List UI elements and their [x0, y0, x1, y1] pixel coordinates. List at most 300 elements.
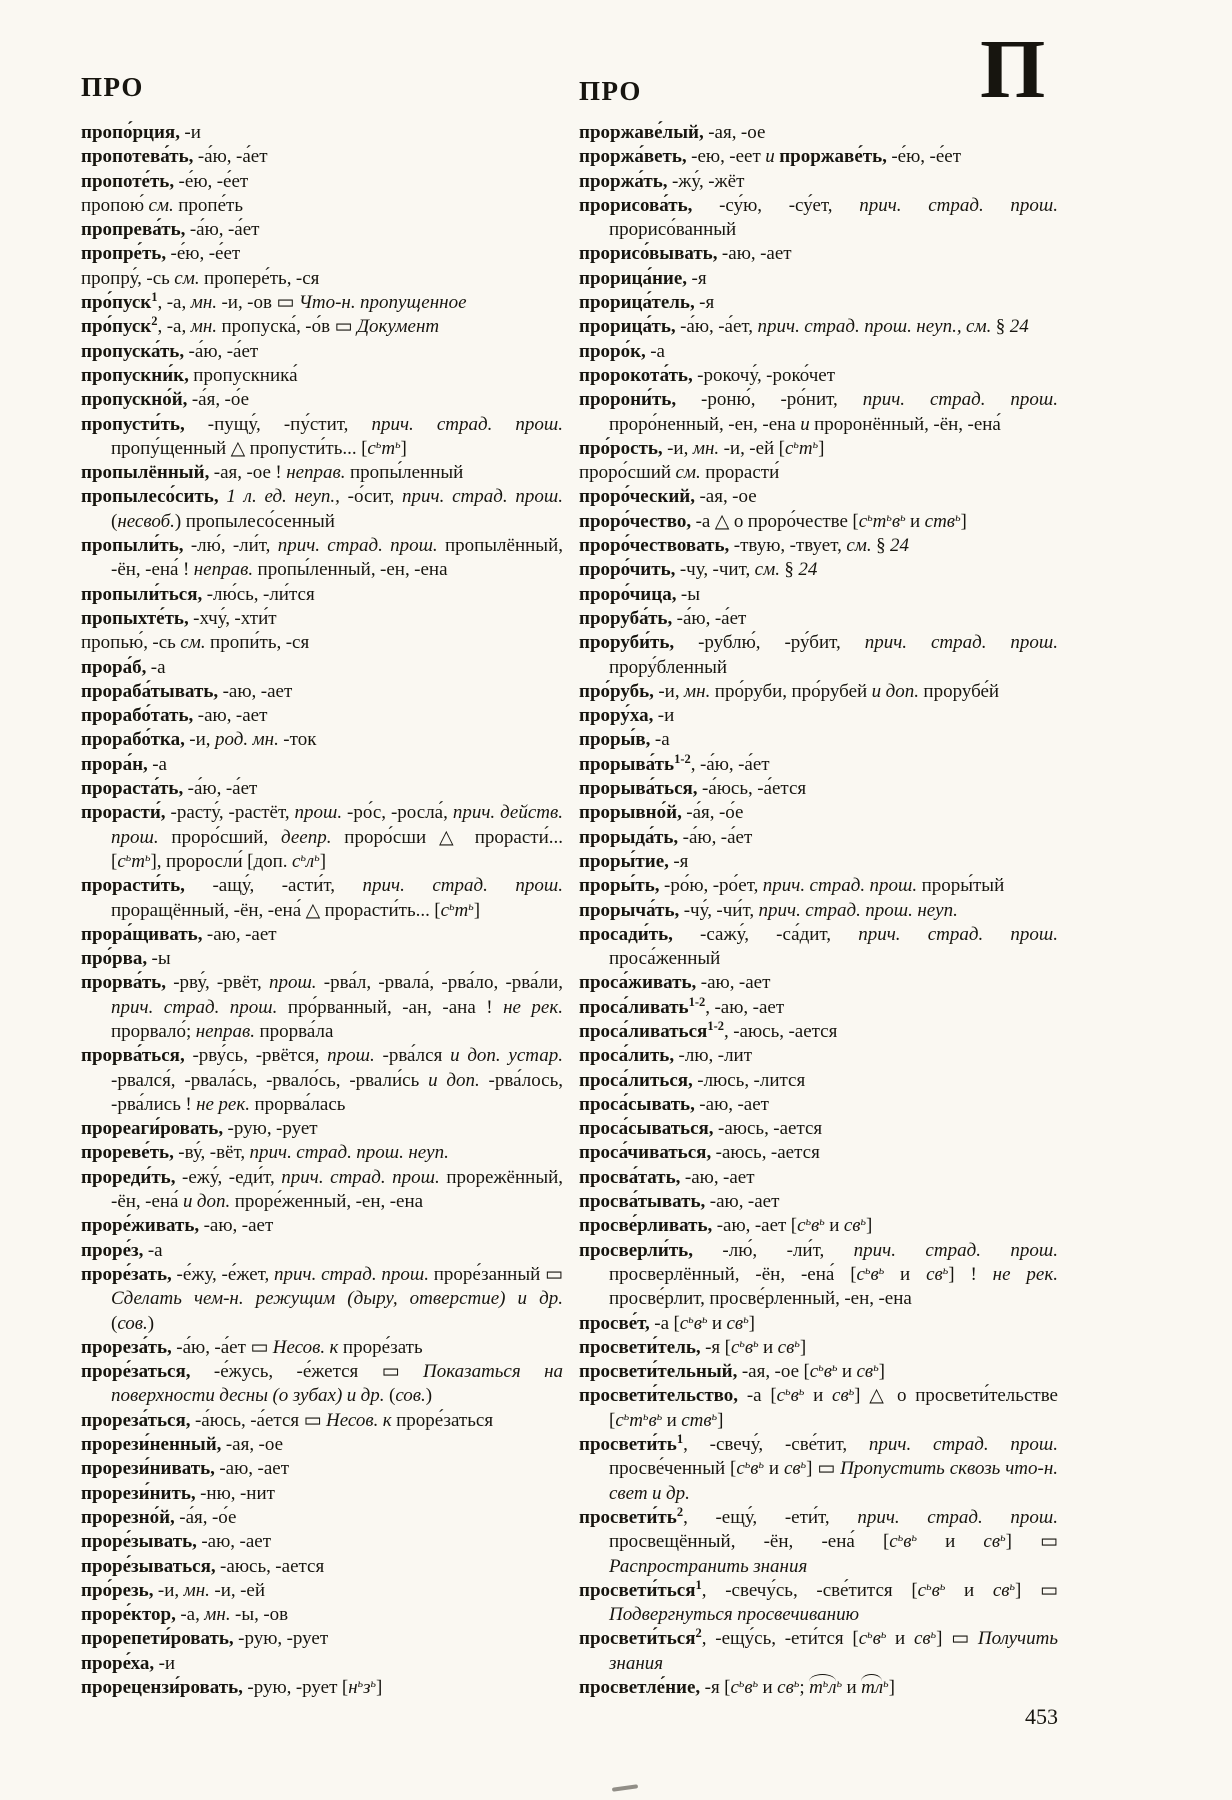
text-run: -и, -ей — [209, 1579, 265, 1601]
dictionary-entry — [579, 1312, 1058, 1336]
dictionary-entry — [81, 607, 563, 631]
headword: пророкота́ть, — [579, 364, 693, 386]
text-run: Несов. к — [325, 1409, 392, 1431]
text-run: неправ. — [193, 559, 254, 581]
text-run: с — [809, 1361, 819, 1383]
dictionary-entry — [579, 1627, 1058, 1676]
text-run: св — [777, 1677, 794, 1698]
text-run: деепр. — [281, 826, 332, 848]
text-run: ь — [848, 1384, 855, 1399]
text-run: ь — [711, 1408, 718, 1423]
dictionary-entry — [579, 996, 1058, 1020]
text-run: мн. — [692, 437, 720, 459]
headword: проса́литься, — [579, 1069, 693, 1091]
text-run: ь — [867, 509, 873, 524]
text-run: ] ▭ — [936, 1628, 978, 1650]
headword: проры́в, — [579, 729, 651, 751]
text-run: и — [758, 1336, 778, 1358]
text-run: -рва́л, -рвала́, -рва́ло, -рва́ли, — [316, 972, 564, 994]
dictionary-entry — [81, 1409, 563, 1433]
dictionary-entry — [81, 704, 563, 728]
text-run: прорубе́й — [918, 680, 1000, 702]
text-run: с — [917, 1579, 927, 1601]
text-run: -е́ю, -е́ет — [166, 243, 241, 265]
text-run: ( — [384, 1385, 396, 1407]
text-run: прич. страд. прош. — [868, 1434, 1058, 1456]
text-run: -и, -ей [ — [719, 437, 785, 459]
headword: про́рубь, — [579, 680, 654, 702]
text-run: , -свечу́сь, -све́тится [ — [701, 1579, 918, 1601]
headword: просвети́тельный, — [579, 1361, 738, 1383]
text-run: § — [991, 316, 1010, 338]
text-run: -а △ о проро́честве [ — [691, 510, 859, 532]
text-run: -ая, -ое — [695, 486, 757, 508]
headword: прораста́ть, — [81, 778, 184, 800]
text-run: ] △ о просвети́тельстве [ — [609, 1385, 1058, 1431]
text-run: св — [926, 1263, 943, 1285]
text-run: св — [843, 1215, 861, 1237]
headword: пропыли́ть, — [81, 535, 184, 557]
dictionary-entry — [81, 194, 563, 218]
text-run: ь — [911, 1530, 917, 1545]
text-run: в — [870, 1263, 879, 1285]
headword: проре́з, — [81, 1239, 144, 1261]
dictionary-entry — [579, 704, 1058, 728]
dictionary-entry — [81, 874, 563, 923]
text-run: ь — [873, 1360, 879, 1375]
text-run: -чу́, -чи́т, — [679, 899, 759, 921]
text-run: с — [856, 1263, 865, 1285]
dictionary-entry — [579, 194, 1058, 243]
text-run: прич. действ. прош. — [111, 802, 563, 848]
text-run: и — [945, 1579, 993, 1601]
text-run: -а́ю, -а́ет ▭ — [171, 1336, 273, 1358]
text-run: -я — [694, 292, 715, 314]
text-run: -ток — [278, 729, 317, 751]
dictionary-entry — [579, 1506, 1058, 1579]
dictionary-entry — [81, 728, 563, 752]
text-run: -аюсь, -ается — [215, 1555, 325, 1577]
dictionary-entry — [579, 485, 1058, 509]
dictionary-entry — [81, 1433, 563, 1457]
text-run: проро́сший — [579, 462, 676, 484]
text-run: -аюсь, -ается — [713, 1118, 823, 1140]
dictionary-entry — [579, 1141, 1058, 1165]
dictionary-entry — [81, 145, 563, 169]
text-run: -аюсь, -ается — [711, 1142, 820, 1164]
text-run: ь — [656, 1408, 663, 1423]
headword: проса́живать, — [579, 972, 697, 994]
headword: проре́зываться, — [81, 1555, 216, 1577]
text-run: проро́сший, — [158, 826, 281, 848]
text-run: пропою́ — [81, 194, 149, 216]
headword: проса́лить, — [579, 1045, 675, 1067]
text-run: просвещённый, -ён, -ена́ [ — [609, 1531, 890, 1553]
text-run: пропускника́ — [188, 364, 298, 386]
dictionary-entry — [81, 170, 563, 194]
text-run: см. — [148, 194, 174, 216]
dictionary-entry — [579, 1214, 1058, 1238]
dictionary-entry — [579, 315, 1058, 339]
text-run: -е́жу, -е́жет, — [171, 1263, 275, 1285]
column-left — [81, 121, 563, 1700]
headword: просва́тать, — [579, 1166, 681, 1188]
text-run: 2 — [676, 1504, 684, 1519]
text-run: проро́сши △ прорасти́... [ — [111, 826, 563, 872]
text-run: -ая, -ое — [703, 122, 766, 143]
text-run: просверлённый, -ён, -ена́ [ — [609, 1263, 857, 1285]
text-run: с — [797, 1215, 806, 1237]
dictionary-entry — [81, 1141, 563, 1165]
headword: пропо́рция, — [81, 122, 180, 143]
text-run: ь — [883, 1676, 889, 1690]
dictionary-entry — [81, 1336, 563, 1360]
text-run: 1 л. ед. неуп., — [226, 486, 340, 508]
text-run: в — [790, 1385, 799, 1407]
headword: проса́сываться, — [579, 1118, 714, 1140]
headword: прорица́ть, — [579, 316, 676, 338]
text-run — [861, 1676, 883, 1700]
text-run: -аю, -ает [ — [712, 1215, 798, 1237]
text-run: мн. — [183, 1579, 210, 1601]
text-run: -сажу́, -са́дит, — [672, 923, 859, 945]
headword: проро́чица, — [579, 583, 677, 605]
text-run: про́рванный, -ан, -ана ! — [277, 996, 504, 1018]
dictionary-entry — [81, 1530, 563, 1554]
text-run: св — [777, 1336, 795, 1358]
text-run: ) пропылесо́сенный — [174, 510, 335, 532]
text-run: пропе́ть — [173, 194, 243, 216]
text-run: т — [454, 899, 469, 921]
text-run: ь — [701, 1311, 708, 1326]
text-run: св — [992, 1579, 1010, 1601]
text-run: -жу́, -жёт — [667, 170, 745, 192]
text-run: проре́зать — [338, 1336, 423, 1358]
headword: проры́тие, — [579, 850, 669, 872]
text-run: и доп. — [428, 1069, 480, 1091]
dictionary-entry — [81, 267, 563, 291]
text-run: -ая, -ое — [221, 1434, 284, 1456]
dictionary-entry — [579, 1069, 1058, 1093]
text-run: ь — [744, 1457, 751, 1472]
headword: прореза́ть, — [81, 1336, 172, 1358]
text-run: 2 — [695, 1626, 702, 1641]
text-run: и — [824, 1215, 844, 1237]
dictionary-entry — [579, 437, 1058, 461]
headword: пропылённый, — [81, 462, 210, 484]
text-run: -аю, -ает — [694, 1093, 769, 1115]
text-run: в — [744, 1677, 753, 1698]
text-run: в — [811, 1215, 820, 1237]
text-run: , -аю, -ает — [705, 996, 785, 1018]
text-run: ] — [799, 1336, 807, 1358]
dictionary-entry — [81, 1214, 563, 1238]
text-run: ь — [900, 509, 906, 524]
text-run: ь — [955, 509, 961, 524]
text-run: ь — [897, 1530, 904, 1545]
text-run: прич. страд. прош. — [111, 996, 278, 1018]
text-run: пропылённый, -ён, -ена́ ! — [111, 535, 563, 581]
text-run: с — [730, 1336, 740, 1358]
dictionary-entry — [579, 388, 1058, 437]
dictionary-entry — [579, 1360, 1058, 1384]
headword: прорывно́й, — [579, 802, 682, 824]
text-run: -и, — [153, 1579, 184, 1601]
text-run: в — [891, 510, 901, 532]
text-run: ь — [370, 1676, 376, 1690]
text-run: род. мн. — [214, 729, 279, 751]
text-run: -аю, -ает — [717, 243, 792, 265]
text-run: см. — [754, 559, 780, 581]
text-run: проре́женный, -ен, -ена — [230, 1191, 424, 1213]
headword: проржа́ть, — [579, 170, 668, 192]
text-run: Показаться на поверхности десны (о зубах) и др. — [111, 1361, 564, 1407]
headword: проржа́веть, — [579, 146, 687, 168]
text-run: т — [798, 437, 813, 459]
dictionary-entry — [579, 777, 1058, 801]
dictionary-entry — [579, 1166, 1058, 1190]
text-run: ь — [818, 1360, 824, 1375]
headword: просве́рливать, — [579, 1215, 713, 1237]
text-run: , -а, — [157, 316, 191, 338]
text-run: -а [ — [738, 1385, 777, 1407]
text-run: -аю, -ает — [696, 972, 771, 994]
headword: прорица́тель, — [579, 292, 695, 314]
text-run: -ащу́, -асти́т, — [184, 875, 363, 897]
text-run: см. — [174, 267, 200, 289]
headword: прорица́ние, — [579, 267, 688, 289]
text-run: -а́ю, -а́ет — [678, 826, 753, 848]
dictionary-entry — [579, 874, 1058, 898]
text-run: и — [916, 1531, 984, 1553]
text-run: не рек. — [992, 1263, 1058, 1285]
headword: пропусти́ть, — [81, 413, 185, 435]
text-run: ь — [831, 1360, 838, 1375]
text-run: -рва́лось, -рва́лись ! — [111, 1069, 564, 1115]
text-run: ь — [743, 1311, 749, 1326]
text-run: проронённый, -ён, -ена́ — [809, 413, 1001, 435]
text-run: пропере́ть, -ся — [199, 267, 320, 289]
text-run: проро́ненный, -ен, -ена — [609, 413, 801, 435]
running-head-right: ПРО — [579, 76, 642, 106]
text-run: и доп. устар. — [450, 1045, 563, 1067]
text-run: -рвался́, -рвала́сь, -рвало́сь, -рвали́сь — [111, 1069, 429, 1091]
text-run: ь — [314, 849, 320, 864]
dictionary-entry — [81, 923, 563, 947]
text-run: , -аюсь, -ается — [724, 1020, 838, 1042]
dictionary-entry — [579, 340, 1058, 364]
text-run: ь — [468, 898, 474, 913]
dictionary-entry — [579, 971, 1058, 995]
text-run: в — [648, 1409, 657, 1431]
text-run: ] ▭ — [1005, 1531, 1058, 1553]
text-run: в — [750, 1458, 759, 1480]
dictionary-entry — [81, 801, 563, 874]
dictionary-entry — [81, 413, 563, 462]
text-run: не рек. — [196, 1093, 251, 1115]
dictionary-entry — [579, 680, 1058, 704]
text-run: мн. — [190, 292, 217, 314]
text-run: ь — [794, 1335, 800, 1350]
text-run: в — [693, 1312, 702, 1334]
text-run: -хчу́, -хти́т — [188, 607, 277, 629]
text-run: ств — [681, 1409, 712, 1431]
headword: прореди́ть, — [81, 1166, 176, 1188]
text-run: -а́ю, -а́ет — [184, 340, 259, 362]
headword: прорези́нивать, — [81, 1458, 215, 1480]
headword: прорва́ться, — [81, 1045, 185, 1067]
text-run: ь — [785, 1384, 791, 1399]
text-run: ь — [930, 1627, 937, 1642]
text-run: ] — [717, 1409, 724, 1431]
text-run: -а́я, -о́е — [681, 802, 744, 824]
text-run: § — [871, 535, 891, 557]
dictionary-entry — [579, 242, 1058, 266]
headword: просвети́ть — [579, 1506, 677, 1528]
text-run: -ею, -еет — [686, 146, 766, 168]
headword: проро́чить, — [579, 559, 676, 581]
column-right — [579, 121, 1058, 1700]
text-run: прорежённый, -ён, -ена́ — [111, 1166, 563, 1213]
dictionary-entry — [579, 607, 1058, 631]
text-run: прич. страд. прош. — [281, 1166, 440, 1188]
headword: прорабо́тать, — [81, 705, 194, 727]
headword: пропускни́к, — [81, 364, 189, 386]
text-run: , -а́ю, -а́ет — [690, 753, 770, 775]
text-run: , -ещу́, -ети́т, — [683, 1506, 858, 1528]
headword: пропре́ть, — [81, 243, 167, 265]
dictionary-entry — [579, 583, 1058, 607]
text-run: ь — [822, 1676, 829, 1690]
dictionary-entry — [81, 388, 563, 412]
text-run: и доп. — [871, 680, 919, 702]
text-run: -рву́сь, -рвётся, — [184, 1045, 328, 1067]
text-run: -ню, -нит — [195, 1482, 275, 1504]
text-run: -и — [154, 1652, 176, 1674]
text-run: -ву́, -вёт, — [173, 1142, 250, 1164]
text-run: пропуска́, -о́в ▭ — [217, 316, 357, 338]
text-run: ь — [860, 1214, 866, 1229]
scan-artifact — [612, 1784, 638, 1792]
headword: проруби́ть, — [579, 632, 675, 654]
text-run: прору́бленный — [609, 656, 728, 678]
dictionary-entry — [579, 461, 1058, 485]
text-run: проса́женный — [609, 948, 721, 970]
headword: прорези́ненный, — [81, 1434, 222, 1456]
headword: пропускно́й, — [81, 389, 188, 411]
dictionary-entry — [81, 340, 563, 364]
text-run: -ая, -ое [ — [737, 1361, 810, 1383]
text-run: -а, — [175, 1604, 205, 1626]
text-run: -рублю́, -ру́бит, — [674, 632, 865, 654]
text-run: пропу́щенный △ пропусти́ть... [ — [111, 437, 368, 459]
text-run: 1 — [695, 1577, 702, 1592]
headword: прорези́нить, — [81, 1482, 196, 1504]
text-run: не рек. — [503, 996, 563, 1018]
text-run: в — [744, 1336, 754, 1358]
text-run: прош. — [294, 802, 343, 824]
text-run: проры́тый — [917, 875, 1005, 897]
text-run: Получить знания — [609, 1628, 1058, 1674]
text-run: ь — [819, 1214, 825, 1229]
text-run: т — [629, 1409, 643, 1431]
text-run: Распространить знания — [609, 1555, 808, 1577]
text-run: -люсь, -лится — [692, 1069, 806, 1091]
text-run: ь — [752, 1676, 759, 1690]
text-run: ь — [395, 436, 401, 451]
dictionary-entry — [579, 1336, 1058, 1360]
text-run: Документ — [356, 316, 440, 338]
text-run: ь — [300, 849, 306, 864]
text-run: ] — [400, 437, 407, 459]
headword: просва́тывать, — [579, 1191, 706, 1213]
text-run: н — [348, 1677, 358, 1698]
text-run: прорасти́ — [700, 462, 780, 484]
dictionary-entry — [81, 315, 563, 339]
text-run: прич. страд. прош. неуп., см. — [757, 316, 992, 338]
headword: проса́ливать — [579, 996, 689, 1018]
text-run: прич. страд. прош. — [853, 1239, 1058, 1261]
text-run: ь — [926, 1578, 932, 1593]
running-head-left: ПРО — [81, 72, 144, 102]
text-run: мн. — [684, 680, 711, 702]
text-run: прич. страд. прош. — [362, 875, 563, 897]
text-run: ] — [866, 1215, 873, 1237]
text-run: сов. — [117, 1312, 148, 1334]
text-run: ь — [144, 849, 151, 864]
text-run: и — [707, 1312, 727, 1334]
dictionary-entry — [81, 631, 563, 655]
text-run: ] ▭ — [1015, 1579, 1058, 1601]
section-letter: П — [980, 23, 1046, 116]
text-run: прич. страд. прош. — [864, 632, 1058, 654]
text-run: ь — [878, 1262, 885, 1277]
headword: прорабо́тка, — [81, 729, 185, 751]
text-run: ь — [805, 1214, 812, 1229]
dictionary-entry — [579, 1117, 1058, 1141]
text-run: л — [828, 1677, 837, 1698]
text-run: 1-2 — [688, 994, 706, 1009]
text-run: -су́ю, -су́ет, — [692, 194, 860, 216]
text-run: ь — [357, 1676, 364, 1690]
text-run: просве́ченный [ — [609, 1458, 737, 1480]
text-run: -я — [687, 267, 707, 289]
text-run: 24 — [890, 535, 910, 557]
text-run: -аю, -ает — [193, 705, 268, 727]
dictionary-entry — [579, 170, 1058, 194]
headword: проса́сывать, — [579, 1093, 695, 1115]
headword: проса́ливаться — [579, 1020, 708, 1042]
text-run: 24 — [798, 559, 818, 581]
text-run: -а — [147, 753, 167, 775]
text-run: -е́ю, -е́ет — [886, 146, 961, 168]
text-run: ь — [739, 1335, 745, 1350]
headword: проре́ха, — [81, 1652, 155, 1674]
text-run: -лю́, -ли́т, — [692, 1239, 854, 1261]
text-run: -рую, -рует — [223, 1118, 318, 1140]
text-run: ] — [818, 437, 825, 459]
text-run: -лю́, -ли́т, — [183, 535, 278, 557]
text-run: прич. страд. прош. — [859, 194, 1059, 216]
dictionary-entry — [579, 291, 1058, 315]
text-run: с — [736, 1458, 745, 1480]
headword: проржаве́лый, — [579, 122, 704, 143]
text-run: -аю, -ает — [214, 1458, 289, 1480]
headword: просвети́тельство, — [579, 1385, 739, 1407]
text-run: с — [730, 1677, 739, 1698]
headword: просвети́ться — [579, 1628, 696, 1650]
text-run: ь — [623, 1408, 630, 1423]
